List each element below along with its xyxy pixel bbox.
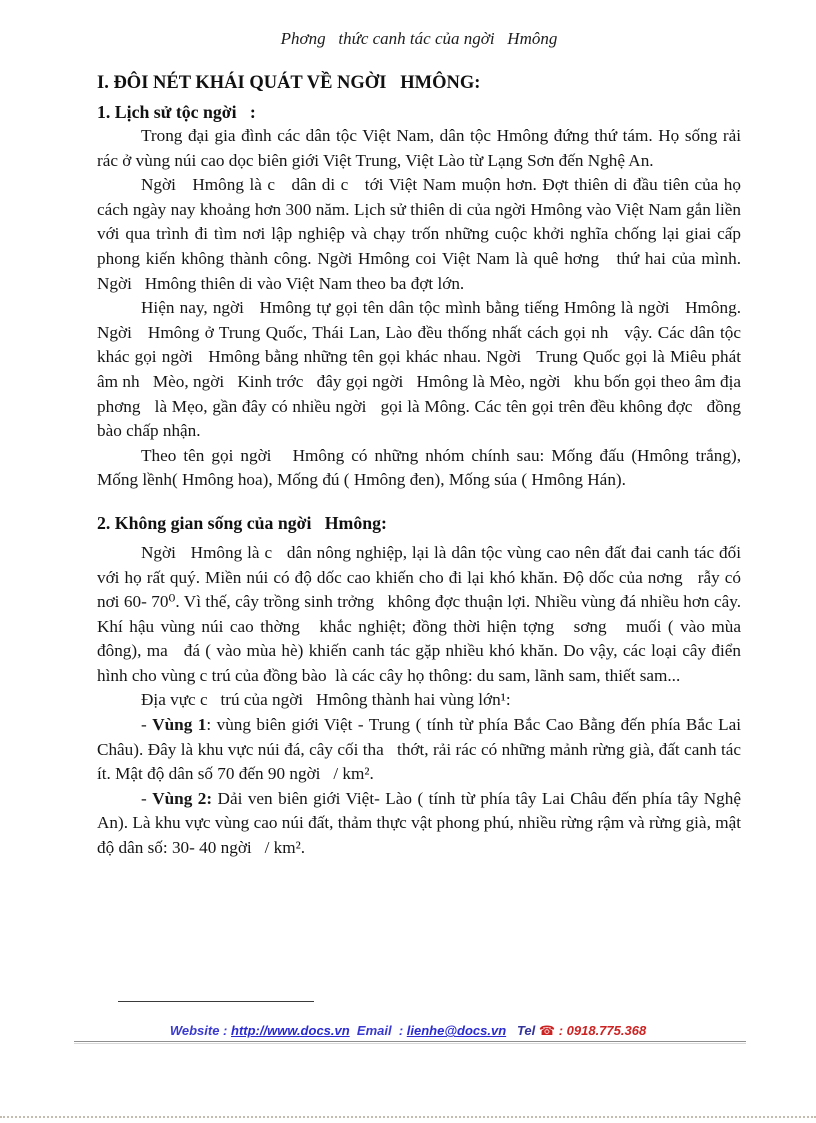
page-footer bbox=[0, 1023, 816, 1039]
region-1-text: : vùng biên giới Việt - Trung ( tính từ phía Bắc Cao Bằng đến phía Bắc Lai Châu). Đây là khu vực núi đá, cây cối tha thớt, rải rác có những mảnh rừng già, đất canh tác ít. Mật độ dân số 70 đến 90 ngời / km². bbox=[97, 715, 746, 784]
paragraph-migration: Ngời Hmông là c dân di c tới Việt Nam muộn hơn. Đợt thiên di đầu tiên của họ cách ngày nay khoảng hơn 300 năm. Lịch sử thiên di của ngời Hmông vào Việt Nam gắn liền với qua trình đi tìm nơi lập nghiệp và chạy trốn những cuộc khởi nghĩa chống lại giai cấp phong kiến không thành công. Ngời Hmông coi Việt Nam là quê hơng thứ hai của mình. Ngời Hmông thiên di vào Việt Nam theo ba đợt lớn. bbox=[97, 175, 746, 293]
region-1-dash: - bbox=[141, 715, 153, 735]
section-1-heading: 1. Lịch sử tộc ngời : bbox=[97, 102, 256, 122]
footnote-separator bbox=[118, 1001, 314, 1002]
email-label: Email : bbox=[349, 1023, 407, 1038]
running-header-title: Phơng thức canh tác của ngời Hmông bbox=[280, 29, 558, 48]
paragraph-groups: Theo tên gọi ngời Hmông có những nhóm chính sau: Mống đấu (Hmông trắng), Mống lềnh( Hmông hoa), Mống đú ( Hmông đen), Mống súa ( Hmông Hán). bbox=[97, 445, 746, 490]
document-title: I. ĐÔI NÉT KHÁI QUÁT VỀ NGỜI HMÔNG: bbox=[97, 73, 481, 93]
website-label: Website : bbox=[169, 1023, 231, 1038]
paragraph-living-space: Ngời Hmông là c dân nông nghiệp, lại là dân tộc vùng cao nên đất đai canh tác đối với họ rất quý. Miền núi có độ dốc cao khiến cho đi lại khó khăn. Độ dốc của nơng rẫy có nơi 60- 70⁰. Vì thế, cây trồng sinh trởng không đợc thuận lợi. Nhiều vùng đá nhiều hơn cây. Khí hậu vùng núi cao thờng khắc nghiệt; đồng thời hiện tợng sơng muối ( vào mùa đông), ma đá ( vào mùa hè) khiến canh tác gặp nhiều khó khăn. Do vậy, các loại cây điển hình cho vùng c trú của đồng bào là các cây họ thông: du sam, lãnh sam, thiết sam... bbox=[97, 542, 746, 685]
paragraph-region-2 bbox=[97, 787, 746, 861]
document-content bbox=[97, 28, 746, 861]
tel-label: Tel bbox=[506, 1023, 539, 1038]
website-link[interactable]: http://www.docs.vn bbox=[231, 1023, 350, 1038]
paragraph-intro: Trong đại gia đình các dân tộc Việt Nam, dân tộc Hmông đứng thứ tám. Họ sống rải rác ở vùng núi cao dọc biên giới Việt Trung, Việt Lào từ Lạng Sơn đến Nghệ An. bbox=[97, 126, 746, 170]
paragraph-two-regions: Địa vực c trú của ngời Hmông thành hai vùng lớn¹: bbox=[141, 690, 511, 710]
region-2-label: Vùng 2: bbox=[152, 788, 213, 808]
page-break-indicator bbox=[0, 1116, 816, 1118]
section-2-heading: 2. Không gian sống của ngời Hmông: bbox=[97, 512, 387, 533]
region-1-label: Vùng 1 bbox=[152, 715, 207, 735]
tel-number: : 0918.775.368 bbox=[555, 1023, 647, 1038]
phone-icon: ☎ bbox=[538, 1023, 556, 1038]
paragraph-names: Hiện nay, ngời Hmông tự gọi tên dân tộc mình bằng tiếng Hmông là ngời Hmông. Ngời Hmông ở Trung Quốc, Thái Lan, Lào đều thống nhất cách gọi nh vậy. Các dân tộc khác gọi ngời Hmông bằng những tên gọi khác nhau. Ngời Trung Quốc gọi là Miêu phát âm nh Mèo, ngời Kinh trớc đây gọi ngời Hmông là Mèo, ngời khu bốn gọi theo âm địa phơng là Mẹo, gần đây có nhiều ngời gọi là Mông. Các tên gọi trên đều không đợc đồng bào chấp nhận. bbox=[97, 298, 746, 441]
region-2-text: Dải ven biên giới Việt- Lào ( tính từ phía tây Lai Châu đến phía tây Nghệ An). Là khu vực vùng cao núi đất, thảm thực vật phong phú, nhiều rừng rậm và rừng già, mật độ dân số: 30- 40 ngời / km². bbox=[97, 788, 746, 858]
region-2-dash: - bbox=[141, 788, 153, 808]
footer-rule bbox=[74, 1041, 746, 1044]
email-link[interactable]: lienhe@docs.vn bbox=[406, 1023, 507, 1038]
paragraph-region-1 bbox=[97, 713, 746, 787]
